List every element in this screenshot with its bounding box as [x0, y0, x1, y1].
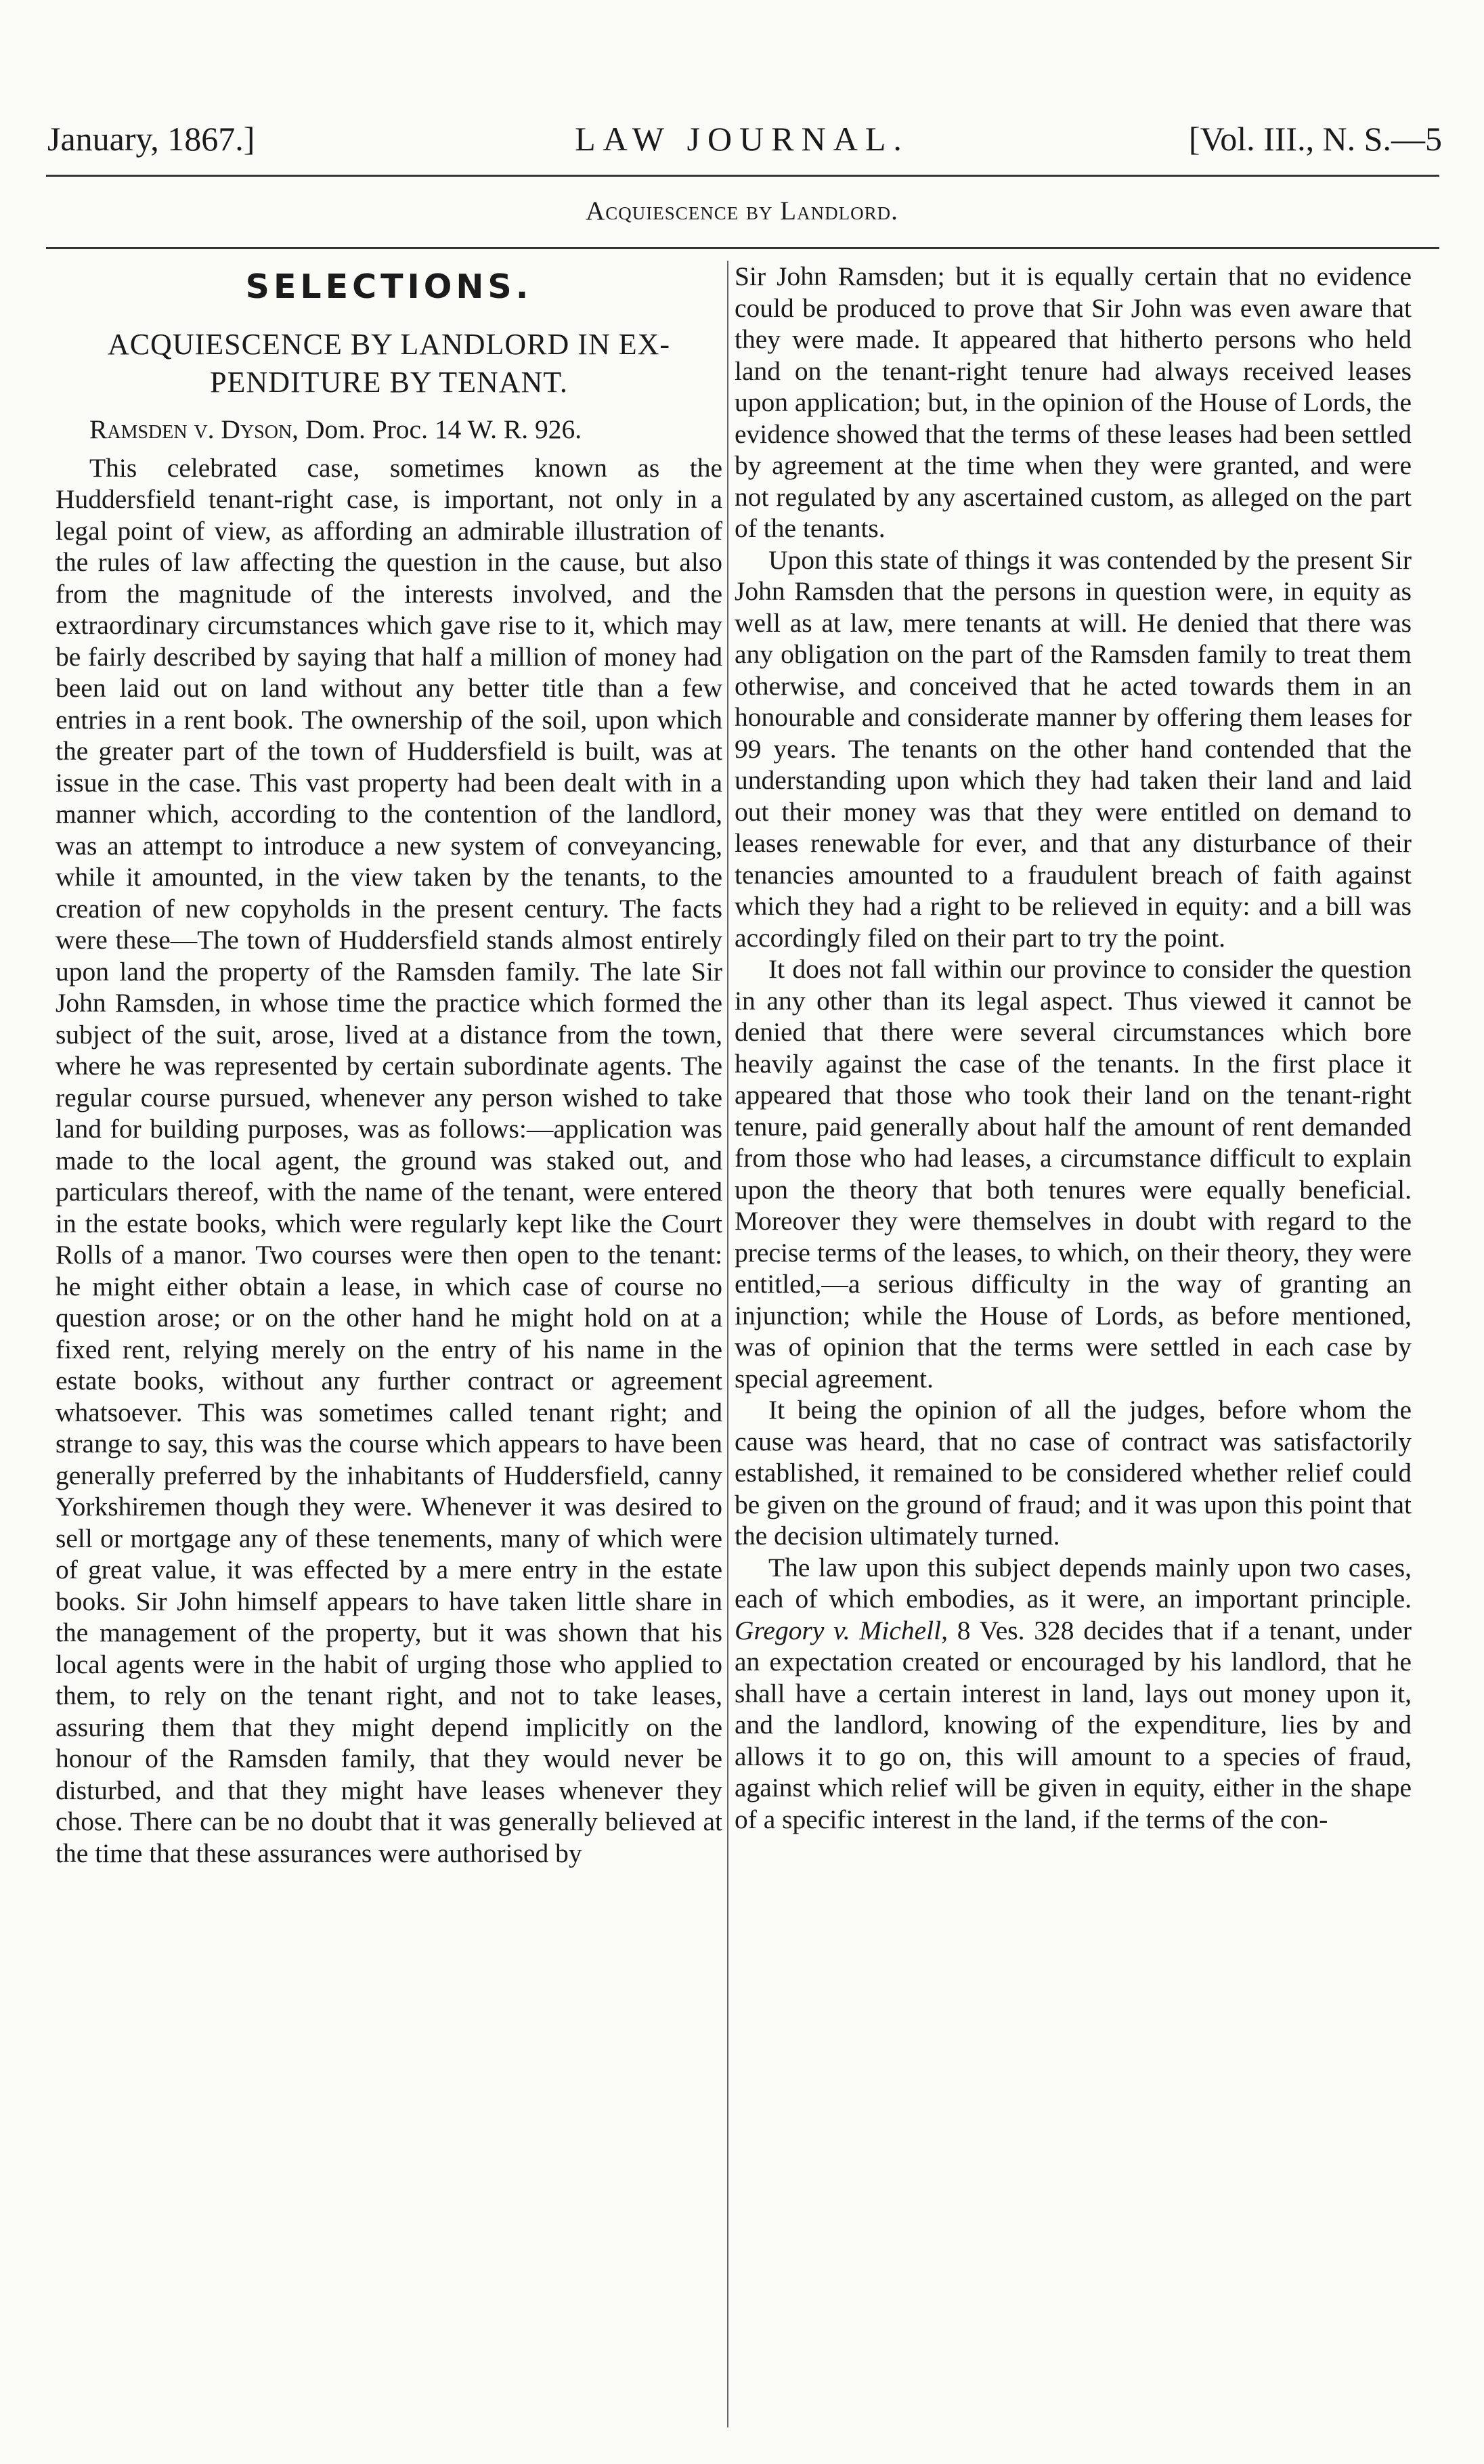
left-column — [56, 261, 722, 1869]
right-paragraph-5-rest: 8 Ves. 328 decides that if a tenant, under an expectation created or encouraged by his landlord, that he shall have a certain interest in land, lays out money upon it, and the landlord, knowing of the expenditure, lies by and allows it to go on, this will amount to a species of fraud, against which relief will be given in equity, either in the shape of a specific interest in the land, if the terms of the con- — [735, 1615, 1412, 1834]
header-journal-title: LAW JOURNAL. — [575, 120, 909, 158]
left-paragraph-1: This celebrated case, sometimes known as the Huddersfield tenant-right case, is important, not only in a legal point of view, as affording an admirable illustration of the rules of law affecting the question in the cause, but also from the magnitude of the interests involved, and the extraordinary circumstances which gave rise to it, which may be fairly described by saying that half a million of money had been laid out on land without any better title than a few entries in a rent book. The ownership of the soil, upon which the greater part of the town of Huddersfield is built, was at issue in the case. This vast property had been dealt with in a manner which, according to the contention of the landlord, was an attempt to introduce a new system of conveyancing, while it amounted, in the view taken by the tenants, to the creation of new copyholds in the present century. The facts were these—The town of Huddersfield stands almost entirely upon land the property of the Ramsden family. The late Sir John Ramsden, in whose time the practice which formed the subject of the suit, arose, lived at a distance from the town, where he was represented by certain subordinate agents. The regular course pursued, whenever any person wished to take land for building purposes, was as follows:—application was made to the local agent, the ground was staked out, and particulars thereof, with the name of the tenant, were entered in the estate books, which were regularly kept like the Court Rolls of a manor. Two courses were then open to the tenant: he might either obtain a lease, in which case of course no question arose; or on the other hand he might hold on at a fixed rent, relying merely on the entry of his name in the estate books, without any further contract or agreement whatsoever. This was sometimes called tenant right; and strange to say, this was the course which appears to have been generally preferred by the inhabitants of Huddersfield, canny Yorkshiremen though they were. Whenever it was desired to sell or mortgage any of these tenements, many of which were of great value, it was effected by a mere entry in the estate books. Sir John himself appears to have taken little share in the management of the property, but it was shown that his local agents were in the habit of urging those who applied to them, to rely on the tenant right, and not to take leases, assuring them that they might depend implicitly on the honour of the Ramsden family, that they would never be disturbed, and that they might have leases whenever they chose. There can be no doubt that it was generally believed at the time that these assurances were authorised by — [56, 452, 722, 1868]
header-rule — [46, 175, 1439, 177]
header-volume-page: [Vol. III., N. S.—5 — [1188, 120, 1442, 158]
running-head-rule — [46, 247, 1439, 249]
cited-case-name: Gregory v. Michell, — [735, 1615, 948, 1645]
right-paragraph-5-start: The law upon this subject depends mainly upon two cases, each of which embodies, as it were, an important principle. — [735, 1552, 1412, 1614]
article-title — [56, 326, 722, 402]
right-paragraph-2: Upon this state of things it was contended by the present Sir John Ramsden that the persons in question were, in equity as well as at law, mere tenants at will. He denied that there was any obligation on the part of the Ramsden family to treat them otherwise, and conceived that he acted towards them in an honourable and considerate manner by offering them leases for 99 years. The tenants on the other hand contended that the understanding upon which they had taken their land and laid out their money was that they were entitled on demand to leases renewable for ever, and that any disturbance of their tenancies amounted to a fraudulent breach of faith against which they had a right to be relieved in equity: and a bill was accordingly filed on their part to try the point. — [735, 544, 1412, 953]
right-paragraph-5 — [735, 1552, 1412, 1836]
right-paragraph-4: It being the opinion of all the judges, before whom the cause was heard, that no case of contract was satisfactorily established, it remained to be considered whether relief could be given on the ground of fraud; and it was upon this point that the decision ultimately turned. — [735, 1395, 1412, 1551]
article-title-line-1: ACQUIESCENCE BY LANDLORD IN EX- — [107, 328, 671, 361]
header-date: January, 1867.] — [47, 120, 255, 158]
right-paragraph-1: Sir John Ramsden; but it is equally certain that no evidence could be produced to prove that Sir John was even aware that they were made. It appeared that hitherto persons who held land on the tenant-right tenure had always received leases upon application; but, in the opinion of the House of Lords, the evidence showed that the terms of these leases had been settled by agreement at the time when they were granted, and were not regulated by any ascertained custom, as alleged on the part of the tenants. — [735, 261, 1412, 543]
section-title: SELECTIONS. — [245, 267, 533, 306]
column-divider — [727, 261, 728, 2427]
case-citation — [56, 414, 722, 446]
article-title-line-2: PENDITURE BY TENANT. — [210, 366, 568, 399]
running-head: Acquiescence by Landlord. — [586, 196, 898, 225]
right-column — [735, 261, 1412, 1835]
case-reference: Dom. Proc. 14 W. R. 926. — [299, 414, 582, 444]
case-name: Ramsden v. Dyson, — [89, 414, 299, 444]
right-paragraph-3: It does not fall within our province to consider the question in any other than its legal aspect. Thus viewed it cannot be denied that there were several circumstances which bore heavily against the case of the tenants. In the first place it appeared that those who took their land on the tenant-right tenure, paid generally about half the amount of rent demanded from those who had leases, a circumstance difficult to explain upon the theory that both tenures were equally beneficial. Moreover they were themselves in doubt with regard to the precise terms of the leases, to which, on their theory, they were entitled,—a serious difficulty in the way of granting an injunction; while the House of Lords, as before mentioned, was of opinion that the terms were settled in each case by special agreement. — [735, 954, 1412, 1393]
